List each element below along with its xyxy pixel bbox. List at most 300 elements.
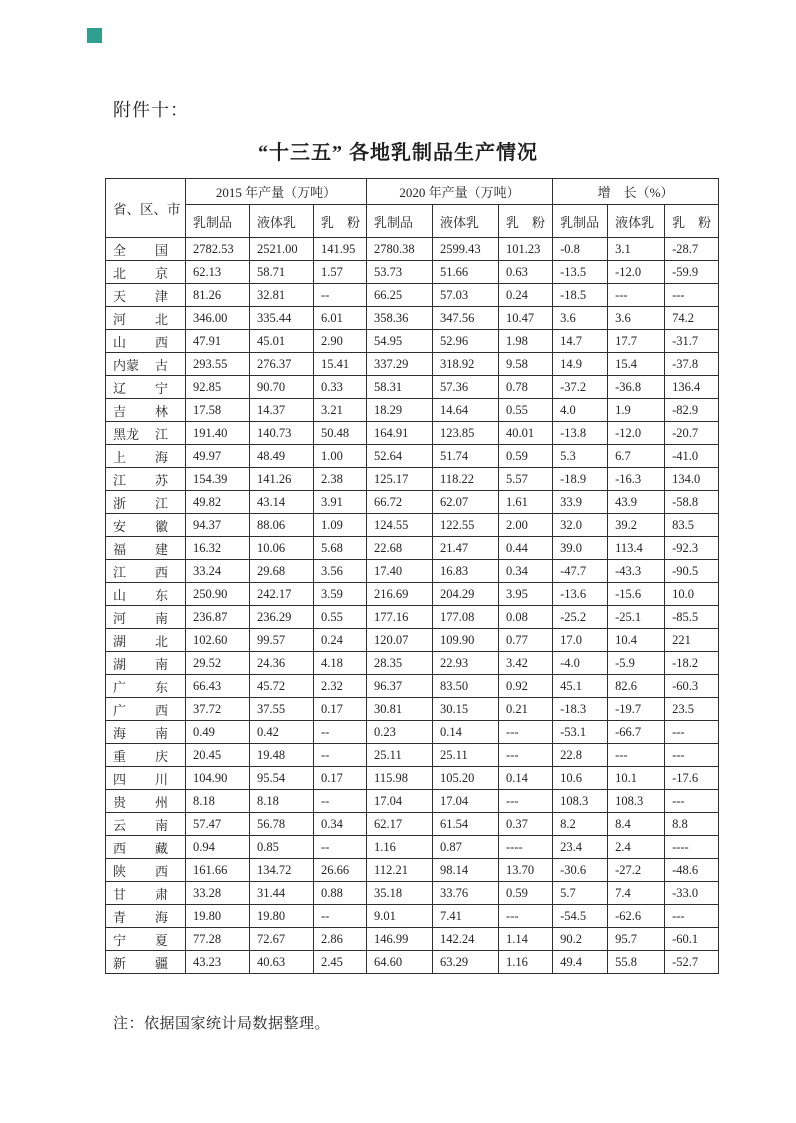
value-cell: 8.8 <box>665 813 719 836</box>
value-cell: 29.68 <box>250 560 314 583</box>
region-cell <box>106 330 186 353</box>
table-row <box>106 422 719 445</box>
region-cell <box>106 629 186 652</box>
value-cell: 0.23 <box>367 721 433 744</box>
value-cell: 2.86 <box>314 928 367 951</box>
value-cell: 1.00 <box>314 445 367 468</box>
value-cell: -4.0 <box>553 652 608 675</box>
value-cell: 45.72 <box>250 675 314 698</box>
value-cell: 141.95 <box>314 238 367 261</box>
region-cell <box>106 813 186 836</box>
value-cell: -- <box>314 905 367 928</box>
value-cell: 250.90 <box>186 583 250 606</box>
value-cell: 2.32 <box>314 675 367 698</box>
value-cell: 8.18 <box>186 790 250 813</box>
value-cell: 2.38 <box>314 468 367 491</box>
table-row <box>106 376 719 399</box>
table-row <box>106 652 719 675</box>
value-cell: -0.8 <box>553 238 608 261</box>
region-name: 湖 南 <box>113 656 168 672</box>
value-cell: 77.28 <box>186 928 250 951</box>
value-cell: --- <box>499 905 553 928</box>
value-cell: 30.81 <box>367 698 433 721</box>
value-cell: 0.94 <box>186 836 250 859</box>
value-cell: 95.54 <box>250 767 314 790</box>
value-cell: 90.70 <box>250 376 314 399</box>
value-cell: 26.66 <box>314 859 367 882</box>
region-cell <box>106 951 186 974</box>
value-cell: --- <box>608 284 665 307</box>
value-cell: 62.13 <box>186 261 250 284</box>
table-row <box>106 721 719 744</box>
region-name: 云 南 <box>113 817 168 833</box>
value-cell: 2521.00 <box>250 238 314 261</box>
value-cell: 2599.43 <box>433 238 499 261</box>
value-cell: 104.90 <box>186 767 250 790</box>
value-cell: -37.2 <box>553 376 608 399</box>
value-cell: 53.73 <box>367 261 433 284</box>
value-cell: --- <box>665 721 719 744</box>
value-cell: 146.99 <box>367 928 433 951</box>
table-row <box>106 629 719 652</box>
value-cell: 105.20 <box>433 767 499 790</box>
table-row <box>106 399 719 422</box>
region-name: 西 藏 <box>113 840 168 856</box>
value-cell: 0.42 <box>250 721 314 744</box>
group-header-row <box>106 179 719 205</box>
table-row <box>106 307 719 330</box>
value-cell: -90.5 <box>665 560 719 583</box>
value-cell: 10.0 <box>665 583 719 606</box>
region-name: 江 西 <box>113 564 168 580</box>
value-cell: 122.55 <box>433 514 499 537</box>
value-cell: --- <box>608 744 665 767</box>
value-cell: 48.49 <box>250 445 314 468</box>
region-cell <box>106 836 186 859</box>
value-cell: 40.01 <box>499 422 553 445</box>
value-cell: 33.24 <box>186 560 250 583</box>
group-header-growth: 增 长（%） <box>553 179 719 205</box>
region-cell <box>106 721 186 744</box>
value-cell: 66.25 <box>367 284 433 307</box>
value-cell: -82.9 <box>665 399 719 422</box>
value-cell: 94.37 <box>186 514 250 537</box>
table-row <box>106 698 719 721</box>
table-row <box>106 744 719 767</box>
value-cell: -47.7 <box>553 560 608 583</box>
region-name: 内蒙 古 <box>113 357 168 373</box>
value-cell: 58.31 <box>367 376 433 399</box>
value-cell: 0.63 <box>499 261 553 284</box>
value-cell: 0.14 <box>499 767 553 790</box>
value-cell: 154.39 <box>186 468 250 491</box>
value-cell: 1.09 <box>314 514 367 537</box>
value-cell: 45.1 <box>553 675 608 698</box>
value-cell: 96.37 <box>367 675 433 698</box>
region-name: 浙 江 <box>113 495 168 511</box>
value-cell: 58.71 <box>250 261 314 284</box>
region-name: 福 建 <box>113 541 168 557</box>
value-cell: 134.72 <box>250 859 314 882</box>
value-cell: 124.55 <box>367 514 433 537</box>
value-cell: 177.16 <box>367 606 433 629</box>
value-cell: 62.07 <box>433 491 499 514</box>
value-cell: 108.3 <box>553 790 608 813</box>
value-cell: 0.59 <box>499 882 553 905</box>
value-cell: -5.9 <box>608 652 665 675</box>
value-cell: --- <box>499 721 553 744</box>
value-cell: 20.45 <box>186 744 250 767</box>
value-cell: 63.29 <box>433 951 499 974</box>
value-cell: 57.03 <box>433 284 499 307</box>
sub-header-dairy-growth: 乳制品 <box>553 205 608 238</box>
value-cell: 0.37 <box>499 813 553 836</box>
value-cell: 19.80 <box>250 905 314 928</box>
table-row <box>106 238 719 261</box>
value-cell: 88.06 <box>250 514 314 537</box>
value-cell: 347.56 <box>433 307 499 330</box>
value-cell: 3.21 <box>314 399 367 422</box>
region-cell <box>106 307 186 330</box>
value-cell: 10.4 <box>608 629 665 652</box>
region-cell <box>106 376 186 399</box>
value-cell: 108.3 <box>608 790 665 813</box>
group-header-2020: 2020 年产量（万吨） <box>367 179 553 205</box>
value-cell: 9.01 <box>367 905 433 928</box>
region-cell <box>106 744 186 767</box>
value-cell: 204.29 <box>433 583 499 606</box>
region-name: 上 海 <box>113 449 168 465</box>
region-cell <box>106 882 186 905</box>
value-cell: 2.4 <box>608 836 665 859</box>
value-cell: 47.91 <box>186 330 250 353</box>
value-cell: 33.76 <box>433 882 499 905</box>
value-cell: -31.7 <box>665 330 719 353</box>
value-cell: 141.26 <box>250 468 314 491</box>
value-cell: 95.7 <box>608 928 665 951</box>
value-cell: -- <box>314 284 367 307</box>
value-cell: -12.0 <box>608 261 665 284</box>
region-name: 山 西 <box>113 334 168 350</box>
value-cell: --- <box>665 790 719 813</box>
value-cell: 1.98 <box>499 330 553 353</box>
table-row <box>106 445 719 468</box>
value-cell: 6.7 <box>608 445 665 468</box>
value-cell: 109.90 <box>433 629 499 652</box>
value-cell: -27.2 <box>608 859 665 882</box>
table-row <box>106 514 719 537</box>
value-cell: 14.64 <box>433 399 499 422</box>
region-cell <box>106 905 186 928</box>
value-cell: 39.2 <box>608 514 665 537</box>
value-cell: 19.80 <box>186 905 250 928</box>
value-cell: -52.7 <box>665 951 719 974</box>
value-cell: 55.8 <box>608 951 665 974</box>
value-cell: 5.3 <box>553 445 608 468</box>
value-cell: 0.33 <box>314 376 367 399</box>
region-name: 吉 林 <box>113 403 168 419</box>
value-cell: -19.7 <box>608 698 665 721</box>
value-cell: 123.85 <box>433 422 499 445</box>
sub-header-dairy-2015: 乳制品 <box>186 205 250 238</box>
table-row <box>106 859 719 882</box>
value-cell: 57.47 <box>186 813 250 836</box>
value-cell: 50.48 <box>314 422 367 445</box>
value-cell: --- <box>499 744 553 767</box>
value-cell: 14.7 <box>553 330 608 353</box>
value-cell: 22.8 <box>553 744 608 767</box>
value-cell: 33.9 <box>553 491 608 514</box>
sub-header-dairy-2020: 乳制品 <box>367 205 433 238</box>
table-header <box>106 179 719 238</box>
value-cell: 43.14 <box>250 491 314 514</box>
table-row <box>106 353 719 376</box>
value-cell: 3.42 <box>499 652 553 675</box>
value-cell: 113.4 <box>608 537 665 560</box>
value-cell: -37.8 <box>665 353 719 376</box>
value-cell: 2.45 <box>314 951 367 974</box>
value-cell: 10.47 <box>499 307 553 330</box>
region-name: 黑龙 江 <box>113 426 168 442</box>
value-cell: 57.36 <box>433 376 499 399</box>
value-cell: 64.60 <box>367 951 433 974</box>
value-cell: 1.9 <box>608 399 665 422</box>
value-cell: -16.3 <box>608 468 665 491</box>
value-cell: 3.56 <box>314 560 367 583</box>
value-cell: --- <box>665 284 719 307</box>
table-row <box>106 560 719 583</box>
region-cell <box>106 560 186 583</box>
value-cell: -18.2 <box>665 652 719 675</box>
value-cell: 1.57 <box>314 261 367 284</box>
value-cell: 31.44 <box>250 882 314 905</box>
value-cell: --- <box>665 905 719 928</box>
value-cell: 136.4 <box>665 376 719 399</box>
value-cell: 118.22 <box>433 468 499 491</box>
value-cell: 16.83 <box>433 560 499 583</box>
value-cell: 33.28 <box>186 882 250 905</box>
value-cell: --- <box>499 790 553 813</box>
value-cell: 32.0 <box>553 514 608 537</box>
region-cell <box>106 261 186 284</box>
value-cell: 125.17 <box>367 468 433 491</box>
sub-header-powder-2015: 乳 粉 <box>314 205 367 238</box>
region-name: 河 北 <box>113 311 168 327</box>
value-cell: 21.47 <box>433 537 499 560</box>
table-body <box>106 238 719 974</box>
value-cell: 0.85 <box>250 836 314 859</box>
value-cell: -25.1 <box>608 606 665 629</box>
value-cell: 18.29 <box>367 399 433 422</box>
accent-square-decoration <box>87 28 102 43</box>
value-cell: 25.11 <box>367 744 433 767</box>
value-cell: 5.57 <box>499 468 553 491</box>
value-cell: 14.9 <box>553 353 608 376</box>
value-cell: -- <box>314 721 367 744</box>
region-cell <box>106 606 186 629</box>
region-name: 甘 肃 <box>113 886 168 902</box>
value-cell: 81.26 <box>186 284 250 307</box>
value-cell: 5.68 <box>314 537 367 560</box>
value-cell: 3.95 <box>499 583 553 606</box>
value-cell: 49.97 <box>186 445 250 468</box>
value-cell: -53.1 <box>553 721 608 744</box>
region-name: 青 海 <box>113 909 168 925</box>
value-cell: 35.18 <box>367 882 433 905</box>
value-cell: 3.6 <box>608 307 665 330</box>
value-cell: 2782.53 <box>186 238 250 261</box>
value-cell: 8.4 <box>608 813 665 836</box>
value-cell: 1.14 <box>499 928 553 951</box>
table-row <box>106 330 719 353</box>
value-cell: 43.9 <box>608 491 665 514</box>
value-cell: -12.0 <box>608 422 665 445</box>
value-cell: 51.74 <box>433 445 499 468</box>
region-cell <box>106 238 186 261</box>
sub-header-powder-2020: 乳 粉 <box>499 205 553 238</box>
value-cell: 9.58 <box>499 353 553 376</box>
value-cell: 0.88 <box>314 882 367 905</box>
region-cell <box>106 284 186 307</box>
table-row <box>106 951 719 974</box>
value-cell: 52.96 <box>433 330 499 353</box>
table-row <box>106 928 719 951</box>
value-cell: 0.78 <box>499 376 553 399</box>
region-name: 江 苏 <box>113 472 168 488</box>
table-row <box>106 583 719 606</box>
region-name: 北 京 <box>113 265 168 281</box>
table-row <box>106 284 719 307</box>
group-header-2015: 2015 年产量（万吨） <box>186 179 367 205</box>
value-cell: -13.5 <box>553 261 608 284</box>
value-cell: 7.41 <box>433 905 499 928</box>
value-cell: 43.23 <box>186 951 250 974</box>
value-cell: 54.95 <box>367 330 433 353</box>
table-row <box>106 790 719 813</box>
region-name: 全 国 <box>113 242 168 258</box>
source-note: 注：依据国家统计局数据整理。 <box>113 1016 331 1032</box>
value-cell: -18.3 <box>553 698 608 721</box>
value-cell: 7.4 <box>608 882 665 905</box>
value-cell: 2780.38 <box>367 238 433 261</box>
region-cell <box>106 468 186 491</box>
value-cell: -13.6 <box>553 583 608 606</box>
value-cell: 0.24 <box>314 629 367 652</box>
region-name: 天 津 <box>113 288 168 304</box>
sub-header-liquid-2020: 液体乳 <box>433 205 499 238</box>
value-cell: 19.48 <box>250 744 314 767</box>
value-cell: -20.7 <box>665 422 719 445</box>
region-name: 贵 州 <box>113 794 168 810</box>
value-cell: 10.06 <box>250 537 314 560</box>
value-cell: -28.7 <box>665 238 719 261</box>
region-cell <box>106 698 186 721</box>
value-cell: 358.36 <box>367 307 433 330</box>
value-cell: 83.50 <box>433 675 499 698</box>
region-name: 广 西 <box>113 702 168 718</box>
table-row <box>106 813 719 836</box>
region-name: 四 川 <box>113 771 168 787</box>
value-cell: 66.43 <box>186 675 250 698</box>
value-cell: 24.36 <box>250 652 314 675</box>
value-cell: 83.5 <box>665 514 719 537</box>
value-cell: 17.04 <box>433 790 499 813</box>
table-row <box>106 836 719 859</box>
value-cell: 1.61 <box>499 491 553 514</box>
value-cell: 0.17 <box>314 698 367 721</box>
value-cell: 115.98 <box>367 767 433 790</box>
value-cell: 0.44 <box>499 537 553 560</box>
value-cell: -60.3 <box>665 675 719 698</box>
value-cell: 142.24 <box>433 928 499 951</box>
value-cell: 8.18 <box>250 790 314 813</box>
value-cell: 161.66 <box>186 859 250 882</box>
value-cell: 0.59 <box>499 445 553 468</box>
sub-header-liquid-2015: 液体乳 <box>250 205 314 238</box>
value-cell: 51.66 <box>433 261 499 284</box>
value-cell: -- <box>314 790 367 813</box>
value-cell: 120.07 <box>367 629 433 652</box>
value-cell: 3.1 <box>608 238 665 261</box>
value-cell: 17.40 <box>367 560 433 583</box>
value-cell: 98.14 <box>433 859 499 882</box>
value-cell: 346.00 <box>186 307 250 330</box>
value-cell: 22.68 <box>367 537 433 560</box>
value-cell: 39.0 <box>553 537 608 560</box>
corner-header-province: 省、区、市 <box>106 179 186 238</box>
value-cell: 293.55 <box>186 353 250 376</box>
region-name: 宁 夏 <box>113 932 168 948</box>
table-row <box>106 675 719 698</box>
region-cell <box>106 859 186 882</box>
table-row <box>106 882 719 905</box>
value-cell: -15.6 <box>608 583 665 606</box>
value-cell: 318.92 <box>433 353 499 376</box>
value-cell: -85.5 <box>665 606 719 629</box>
value-cell: 0.92 <box>499 675 553 698</box>
value-cell: 0.55 <box>314 606 367 629</box>
region-name: 湖 北 <box>113 633 168 649</box>
value-cell: 15.41 <box>314 353 367 376</box>
value-cell: ---- <box>665 836 719 859</box>
region-cell <box>106 583 186 606</box>
value-cell: -62.6 <box>608 905 665 928</box>
value-cell: 0.08 <box>499 606 553 629</box>
value-cell: 28.35 <box>367 652 433 675</box>
value-cell: 5.7 <box>553 882 608 905</box>
value-cell: 17.58 <box>186 399 250 422</box>
value-cell: 62.17 <box>367 813 433 836</box>
region-cell <box>106 514 186 537</box>
value-cell: 16.32 <box>186 537 250 560</box>
value-cell: 56.78 <box>250 813 314 836</box>
value-cell: 10.1 <box>608 767 665 790</box>
region-name: 重 庆 <box>113 748 168 764</box>
value-cell: 0.34 <box>314 813 367 836</box>
value-cell: 32.81 <box>250 284 314 307</box>
value-cell: 0.49 <box>186 721 250 744</box>
value-cell: 66.72 <box>367 491 433 514</box>
table-row <box>106 261 719 284</box>
value-cell: 17.7 <box>608 330 665 353</box>
value-cell: 23.5 <box>665 698 719 721</box>
sub-header-powder-growth: 乳 粉 <box>665 205 719 238</box>
value-cell: 191.40 <box>186 422 250 445</box>
value-cell: 17.0 <box>553 629 608 652</box>
value-cell: 72.67 <box>250 928 314 951</box>
region-cell <box>106 652 186 675</box>
value-cell: 92.85 <box>186 376 250 399</box>
